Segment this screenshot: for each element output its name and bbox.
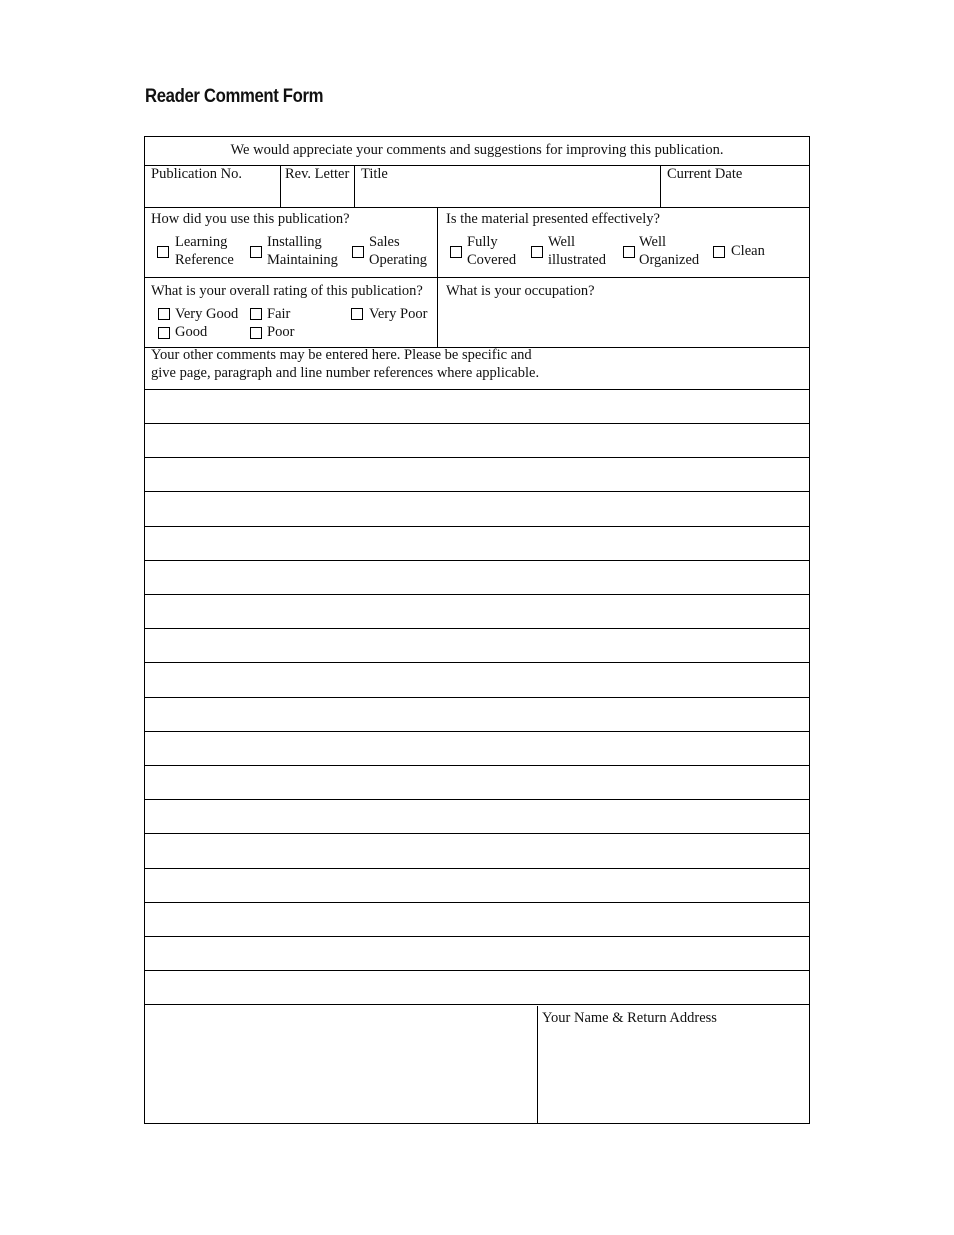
comment-line[interactable] <box>145 697 809 698</box>
usage-option-label: Installing <box>267 234 322 250</box>
usage-option-label: Operating <box>369 252 427 268</box>
return-address-label: Your Name & Return Address <box>542 1010 717 1026</box>
comment-line[interactable] <box>145 799 809 800</box>
comments-instructions: give page, paragraph and line number references where applicable. <box>151 365 540 381</box>
effectiveness-option-label: Well <box>639 234 667 250</box>
title-field[interactable]: Title <box>361 166 388 182</box>
current-date-field[interactable]: Current Date <box>667 166 743 182</box>
effectiveness-question: Is the material presented effectively? <box>446 211 660 227</box>
rating-option-label: Fair <box>267 306 291 322</box>
comment-line[interactable] <box>145 731 809 732</box>
rating-option-label: Good <box>175 324 208 340</box>
comment-line[interactable] <box>145 560 809 561</box>
reader-comment-form <box>144 136 810 1124</box>
effectiveness-option-label: Fully <box>467 234 498 250</box>
comment-line[interactable] <box>145 936 809 937</box>
comment-line[interactable] <box>145 457 809 458</box>
effectiveness-option-label: Clean <box>731 243 765 259</box>
comment-line[interactable] <box>145 526 809 527</box>
comment-line[interactable] <box>145 662 809 663</box>
comment-line[interactable] <box>145 765 809 766</box>
comment-line[interactable] <box>145 833 809 834</box>
usage-option-label: Sales <box>369 234 400 250</box>
usage-option-label: Learning <box>175 234 228 250</box>
comment-line[interactable] <box>145 491 809 492</box>
effectiveness-well-illustrated-checkbox[interactable] <box>531 246 543 258</box>
effectiveness-option-label: illustrated <box>548 252 606 268</box>
usage-learning-reference-checkbox[interactable] <box>157 246 169 258</box>
comment-line[interactable] <box>145 868 809 869</box>
divider <box>145 389 809 390</box>
page-title: Reader Comment Form <box>145 86 324 107</box>
comment-line[interactable] <box>145 1004 809 1005</box>
rev-letter-field[interactable]: Rev. Letter <box>285 166 350 182</box>
comment-line[interactable] <box>145 423 809 424</box>
comment-line[interactable] <box>145 594 809 595</box>
divider <box>145 277 809 278</box>
divider <box>280 165 281 207</box>
effectiveness-fully-covered-checkbox[interactable] <box>450 246 462 258</box>
usage-option-label: Maintaining <box>267 252 338 268</box>
usage-question: How did you use this publication? <box>151 211 350 227</box>
rating-fair-checkbox[interactable] <box>250 308 262 320</box>
rating-good-checkbox[interactable] <box>158 327 170 339</box>
effectiveness-option-label: Organized <box>639 252 700 268</box>
publication-no-field[interactable]: Publication No. <box>151 166 243 182</box>
comment-line[interactable] <box>145 902 809 903</box>
divider <box>354 165 355 207</box>
rating-very-poor-checkbox[interactable] <box>351 308 363 320</box>
effectiveness-well-organized-checkbox[interactable] <box>623 246 635 258</box>
intro-text: We would appreciate your comments and suggestions for improving this publication. <box>230 142 724 158</box>
usage-installing-maintaining-checkbox[interactable] <box>250 246 262 258</box>
usage-sales-operating-checkbox[interactable] <box>352 246 364 258</box>
effectiveness-option-label: Well <box>548 234 576 250</box>
comments-instructions: Your other comments may be entered here. Please be specific and <box>151 347 532 363</box>
comment-line[interactable] <box>145 970 809 971</box>
divider <box>660 165 661 207</box>
effectiveness-option-label: Covered <box>467 252 517 268</box>
rating-option-label: Very Good <box>175 306 239 322</box>
rating-very-good-checkbox[interactable] <box>158 308 170 320</box>
usage-option-label: Reference <box>175 252 234 268</box>
divider <box>537 1006 538 1123</box>
rating-option-label: Poor <box>267 324 295 340</box>
rating-question: What is your overall rating of this publication? <box>151 283 423 299</box>
rating-option-label: Very Poor <box>369 306 428 322</box>
effectiveness-clean-checkbox[interactable] <box>713 246 725 258</box>
rating-poor-checkbox[interactable] <box>250 327 262 339</box>
divider <box>145 207 809 208</box>
comment-line[interactable] <box>145 628 809 629</box>
occupation-question: What is your occupation? <box>446 283 595 299</box>
